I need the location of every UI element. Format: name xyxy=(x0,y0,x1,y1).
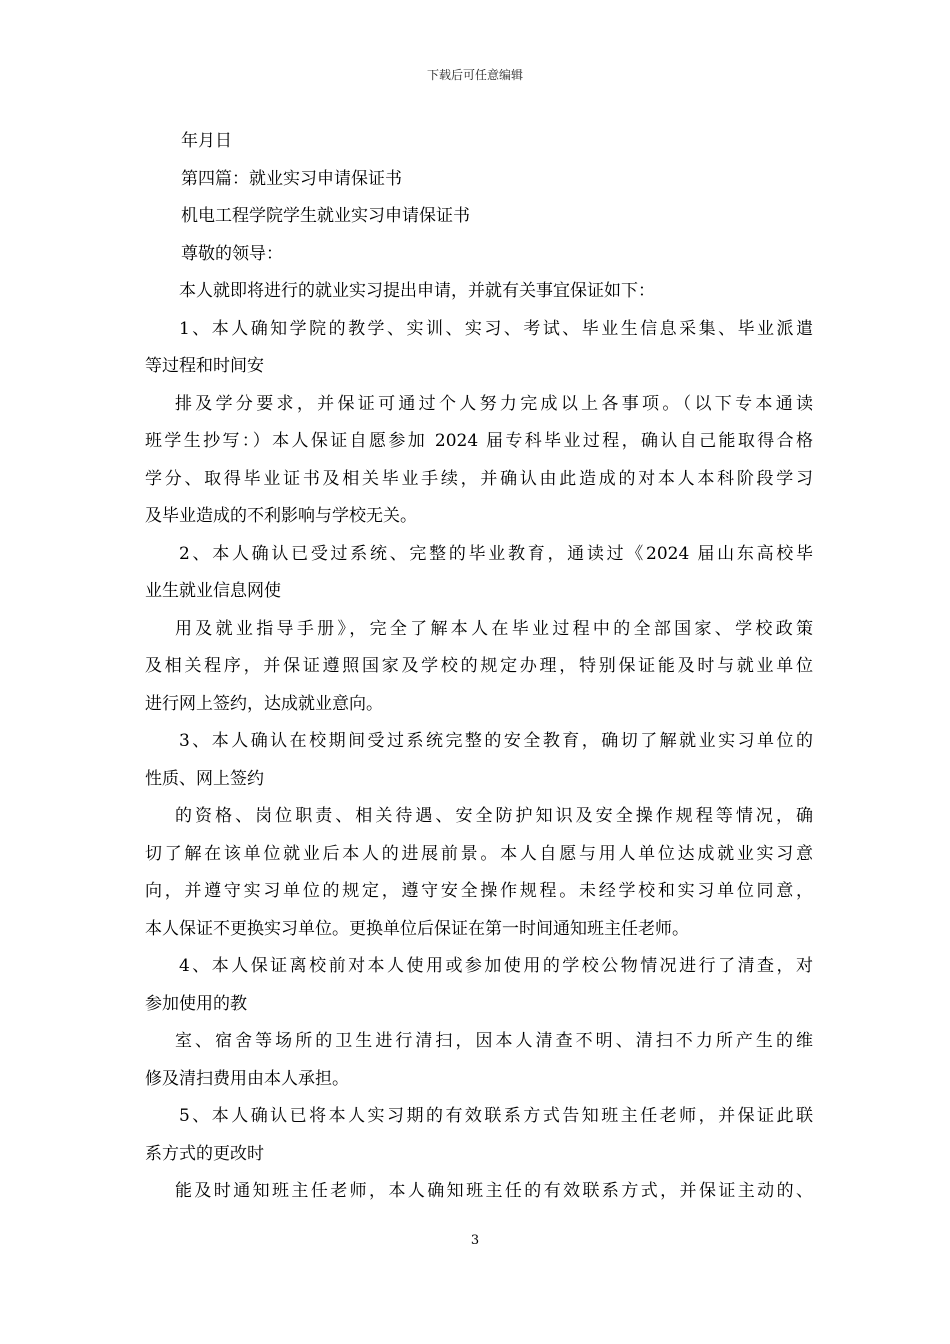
clause-1-line: 及毕业造成的不利影响与学校无关。 xyxy=(145,506,417,526)
clause-4-line: 室、宿舍等场所的卫生进行清扫，因本人清查不明、清扫不力所产生的维 xyxy=(175,1031,813,1051)
clause-2-line: 进行网上签约，达成就业意向。 xyxy=(145,693,383,714)
clause-3-line: 切了解在该单位就业后本人的进展前景。本人自愿与用人单位达成就业实习意 xyxy=(145,843,813,864)
intro-paragraph: 本人就即将进行的就业实习提出申请，并就有关事宜保证如下： xyxy=(179,281,655,301)
page-number: 3 xyxy=(470,1233,480,1248)
clause-1-line: 等过程和时间安 xyxy=(145,356,264,376)
clause-1-line: 班学生抄写：）本人保证自愿参加 2024 届专科毕业过程，确认自己能取得合格 xyxy=(145,431,813,451)
clause-5-line: 能及时通知班主任老师，本人确知班主任的有效联系方式，并保证主动的、 xyxy=(175,1181,813,1201)
clause-4-line: 修及清扫费用由本人承担。 xyxy=(145,1068,349,1089)
salutation: 尊敬的领导： xyxy=(181,243,283,264)
clause-5-line: 5、本人确认已将本人实习期的有效联系方式告知班主任老师，并保证此联 xyxy=(179,1106,813,1126)
clause-1-line: 学分、取得毕业证书及相关毕业手续，并确认由此造成的对本人本科阶段学习 xyxy=(145,468,813,489)
clause-5-line: 系方式的更改时 xyxy=(145,1143,264,1164)
chapter-title: 第四篇：就业实习申请保证书 xyxy=(181,168,402,189)
clause-3-line: 3、本人确认在校期间受过系统完整的安全教育，确切了解就业实习单位的 xyxy=(179,731,813,751)
clause-1-line: 排及学分要求，并保证可通过个人努力完成以上各事项。（以下专本通读 xyxy=(175,393,813,414)
date-line: 年月日 xyxy=(181,131,232,151)
clause-3-line: 向，并遵守实习单位的规定，遵守安全操作规程。未经学校和实习单位同意， xyxy=(145,881,813,901)
clause-3-line: 性质、网上签约 xyxy=(145,768,264,789)
clause-2-line: 2、本人确认已受过系统、完整的毕业教育，通读过《2024 届山东高校毕 xyxy=(179,543,813,564)
clause-3-line: 本人保证不更换实习单位。更换单位后保证在第一时间通知班主任老师。 xyxy=(145,918,689,939)
clause-1-line: 1、本人确知学院的教学、实训、实习、考试、毕业生信息采集、毕业派遣 xyxy=(179,318,813,339)
document-body xyxy=(145,123,813,1211)
page-header: 下载后可任意编辑 xyxy=(426,68,523,82)
clause-4-line: 参加使用的教 xyxy=(145,993,247,1014)
clause-4-line: 4、本人保证离校前对本人使用或参加使用的学校公物情况进行了清查，对 xyxy=(179,956,813,976)
clause-2-line: 及相关程序，并保证遵照国家及学校的规定办理，特别保证能及时与就业单位 xyxy=(145,656,813,676)
clause-2-line: 用及就业指导手册》，完全了解本人在毕业过程中的全部国家、学校政策 xyxy=(175,618,813,639)
document-title: 机电工程学院学生就业实习申请保证书 xyxy=(181,206,470,226)
clause-2-line: 业生就业信息网使 xyxy=(145,581,281,601)
clause-3-line: 的资格、岗位职责、相关待遇、安全防护知识及安全操作规程等情况，确 xyxy=(175,806,813,826)
